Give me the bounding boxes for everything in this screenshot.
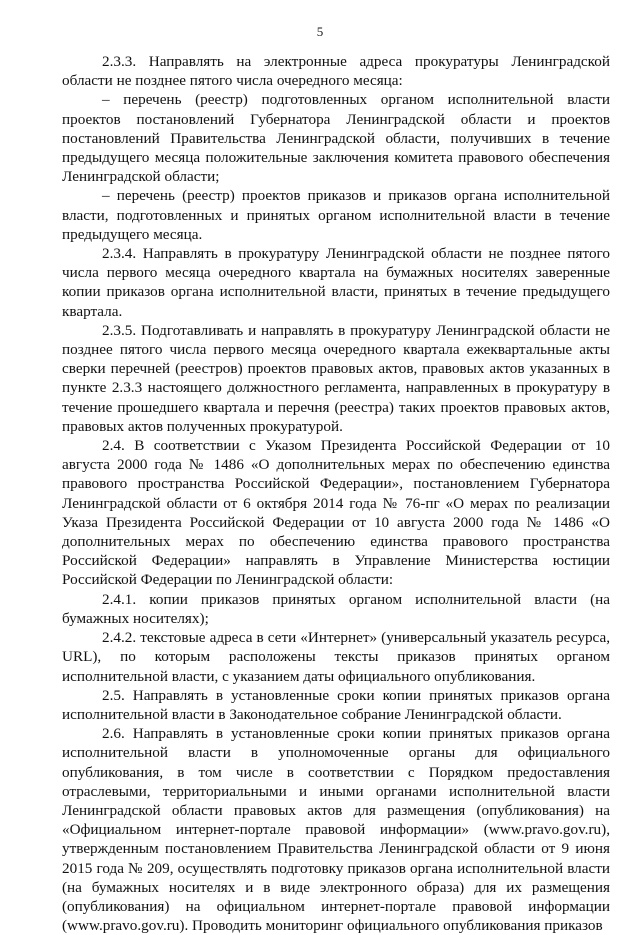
paragraph-2-4-2: 2.4.2. текстовые адреса в сети «Интернет» (универсальный указатель ресурса, URL), по которым расположены тексты приказов принятых органом исполнительной власти, с указанием даты официального опубликования.: [62, 629, 610, 685]
list-item-orders-registry: – перечень (реестр) проектов приказов и приказов органа исполнительной власти, подготовленных и принятых органом исполнительной власти в течение предыдущего месяца.: [62, 187, 610, 243]
list-item-governor-resolutions: – перечень (реестр) подготовленных органом исполнительной власти проектов постановлений Губернатора Ленинградской области и проектов постановлений Правительства Ленинградской области, получивших в течение предыдущего месяца положительные заключения комитета правового обеспечения Ленинградской области;: [62, 91, 610, 186]
document-body: [62, 52, 610, 935]
paragraph-2-5: 2.5. Направлять в установленные сроки копии принятых приказов органа исполнительной власти в Законодательное собрание Ленинградской области.: [62, 686, 610, 723]
paragraph-2-4: 2.4. В соответствии с Указом Президента Российской Федерации от 10 августа 2000 года № 1486 «О дополнительных мерах по обеспечению единства правового пространства Российской Федерации», постановлением Губернатора Ленинградской области от 6 октября 2014 года № 76-пг «О мерах по реализации Указа Президента Российской Федерации от 10 августа 2000 года № 1486 «О дополнительных мерах по обеспечению единства правового пространства Российской Федерации» направлять в Управление Министерства юстиции Российской Федерации по Ленинградской области:: [62, 437, 610, 589]
paragraph-2-3-4: 2.3.4. Направлять в прокуратуру Ленинградской области не позднее пятого числа первого месяца очередного квартала на бумажных носителях заверенные копии приказов органа исполнительной власти, принятых в течение предыдущего квартала.: [62, 245, 610, 320]
paragraph-2-3-5: 2.3.5. Подготавливать и направлять в прокуратуру Ленинградской области не позднее пятого числа первого месяца очередного квартала ежеквартальные акты сверки перечней (реестров) проектов правовых актов, правовых актов указанных в пункте 2.3.3 настоящего должностного регламента, направленных в прокуратуру в течение прошедшего квартала и перечня (реестра) таких проектов правовых актов, правовых актов полученных прокуратурой.: [62, 321, 610, 435]
paragraph-2-3-3: 2.3.3. Направлять на электронные адреса прокуратуры Ленинградской области не позднее пятого числа очередного месяца:: [62, 53, 610, 90]
page-number: 5: [316, 24, 324, 39]
paragraph-2-6: 2.6. Направлять в установленные сроки копии принятых приказов органа исполнительной власти в уполномоченные органы для официального опубликования, в том числе в соответствии с Порядком предоставления отраслевыми, территориальными и иными органами исполнительной власти Ленинградской области правовых актов для размещения (опубликования) на «Официальном интернет-портале правовой информации» (www.pravo.gov.ru), утвержденным постановлением Правительства Ленинградской области от 9 июня 2015 года № 209, осуществлять подготовку приказов органа исполнительной власти (на бумажных носителях и в виде электронного образа) для их размещения (опубликования) на официальном интернет-портале правовой информации (www.pravo.gov.ru). Проводить мониторинг официального опубликования приказов: [62, 725, 610, 935]
paragraph-2-4-1: 2.4.1. копии приказов принятых органом исполнительной власти (на бумажных носителях);: [62, 590, 610, 627]
